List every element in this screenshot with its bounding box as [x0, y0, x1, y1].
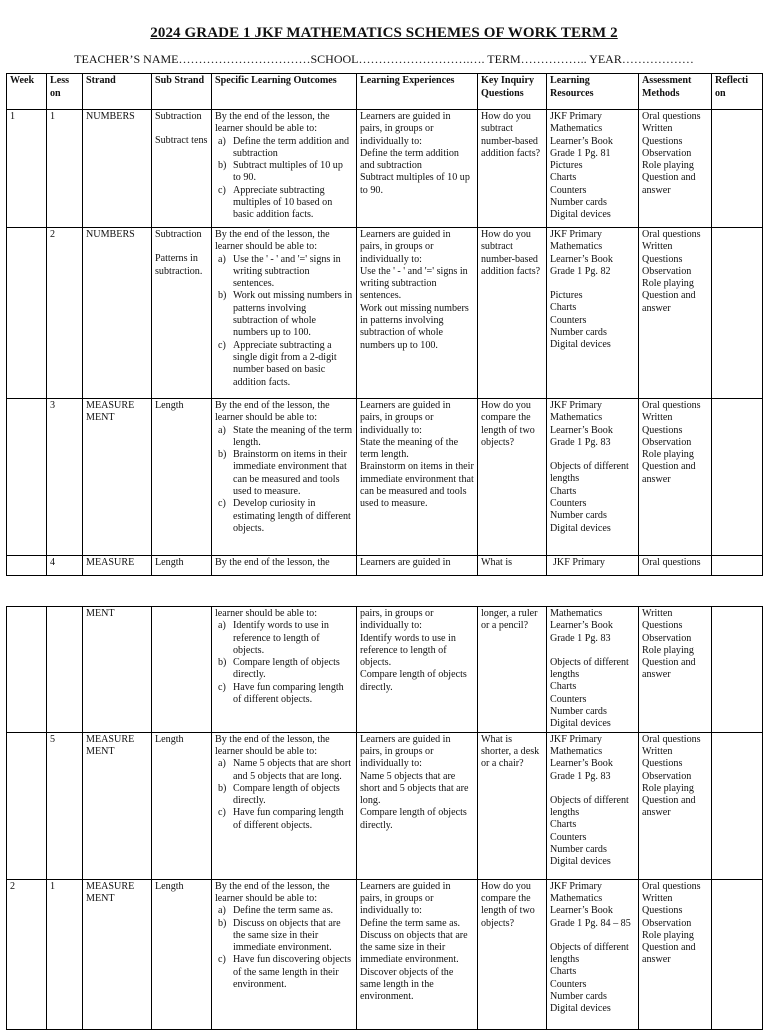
table-row: [7, 879, 763, 1029]
table-row: [7, 228, 763, 399]
experiences-cell: pairs, in groups or individually to: Identify words to use in reference to length of objects. Compare length of objects directly.: [357, 607, 478, 733]
outcome-text: State the meaning of the term length.: [233, 424, 353, 448]
header-learning-resources: Learning Resources: [547, 74, 639, 110]
outcomes-list: [215, 620, 353, 706]
strand-cell: NUMBERS: [83, 228, 152, 399]
outcome-marker: c): [218, 498, 226, 510]
outcomes-intro: By the end of the lesson, the learner should be able to:: [215, 111, 330, 135]
resources-cell: [547, 732, 639, 879]
outcome-item: [215, 758, 353, 783]
outcome-text: Compare length of objects directly.: [233, 782, 340, 807]
resources-materials: Objects of different lengths Charts Counters Number cards Digital devices: [550, 794, 629, 868]
outcome-item: [215, 905, 353, 917]
lesson-cell: 4: [47, 556, 83, 576]
outcomes-cell: [212, 732, 357, 879]
assessment-cell: Oral questions Written Questions Observation Role playing Question and answer: [639, 228, 712, 399]
header-learning-experiences: Learning Experiences: [357, 74, 478, 110]
table-row: [7, 732, 763, 879]
outcomes-list: [215, 136, 353, 222]
outcomes-intro: By the end of the lesson, the learner should be able to:: [215, 400, 330, 424]
resources-materials: Objects of different lengths Charts Counters Number cards Digital devices: [550, 656, 629, 730]
header-key-inquiry-questions: Key Inquiry Questions: [478, 74, 547, 110]
header-specific-learning-outcomes: Specific Learning Outcomes: [212, 74, 357, 110]
experiences-cell: Learners are guided in pairs, in groups or individually to: Define the term addition and subtraction Subtract multiples of 10 up to 90.: [357, 110, 478, 228]
outcome-item: [215, 807, 353, 832]
week-cell: [7, 732, 47, 879]
scheme-table-page1: [6, 73, 763, 576]
outcome-item: [215, 425, 353, 450]
resources-cell: [547, 399, 639, 556]
outcomes-list: [215, 425, 353, 536]
outcome-text: Identify words to use in reference to length of objects.: [233, 620, 329, 656]
assessment-cell: Oral questions Written Questions Observation Role playing Question and answer: [639, 732, 712, 879]
outcome-text: Appreciate subtracting multiples of 10 based on basic addition facts.: [233, 184, 333, 221]
header-row: [7, 74, 763, 110]
sub-strand-cell: [152, 228, 212, 399]
header-assessment-methods: Assessment Methods: [639, 74, 712, 110]
outcome-item: [215, 449, 353, 498]
inquiry-question-cell: longer, a ruler or a pencil?: [478, 607, 547, 733]
outcomes-intro: By the end of the lesson, the learner should be able to:: [215, 880, 330, 904]
resources-materials: Pictures Charts Counters Number cards Digital devices: [550, 290, 611, 351]
scheme-table-page2: [6, 606, 763, 1030]
outcome-text: Subtract multiples of 10 up to 90.: [233, 160, 343, 184]
week-cell: [7, 556, 47, 576]
sub-strand-cell: Length: [152, 732, 212, 879]
document-title: 2024 GRADE 1 JKF MATHEMATICS SCHEMES OF WORK TERM 2: [150, 25, 618, 41]
lesson-cell: 1: [47, 879, 83, 1029]
inquiry-question-cell: How do you subtract number-based addition facts?: [478, 110, 547, 228]
strand-cell: MEASURE MENT: [83, 879, 152, 1029]
outcome-text: Develop curiosity in estimating length of different objects.: [233, 498, 351, 534]
week-cell: [7, 607, 47, 733]
outcome-item: [215, 783, 353, 808]
assessment-cell: Oral questions: [639, 556, 712, 576]
resources-materials: Objects of different lengths Charts Counters Number cards Digital devices: [550, 461, 629, 534]
reflection-cell: [712, 879, 763, 1029]
experiences-cell: Learners are guided in pairs, in groups or individually to: Define the term same as. Discuss on objects that are the same size in their immediate environment. Discover objects of the same length in the environment.: [357, 879, 478, 1029]
reflection-cell: [712, 399, 763, 556]
outcome-item: [215, 160, 353, 185]
outcome-marker: a): [218, 620, 226, 632]
resources-cell: [547, 607, 639, 733]
outcome-marker: b): [218, 917, 227, 929]
inquiry-question-cell: What is: [478, 556, 547, 576]
reflection-cell: [712, 110, 763, 228]
outcome-item: [215, 185, 353, 222]
sub-strand-topic: Subtract tens: [155, 135, 208, 147]
sub-strand-cell: Length: [152, 556, 212, 576]
resources-book: Mathematics Learner’s Book Grade 1 Pg. 83: [550, 608, 613, 644]
outcome-item: [215, 340, 353, 389]
strand-cell: MEASURE MENT: [83, 732, 152, 879]
sub-strand-title: Subtraction: [155, 111, 202, 122]
outcome-marker: b): [218, 657, 227, 669]
table-row: [7, 399, 763, 556]
outcome-text: Name 5 objects that are short and 5 objects that are long.: [233, 758, 352, 782]
outcome-marker: b): [218, 449, 227, 461]
header-week: Week: [7, 74, 47, 110]
outcome-marker: c): [218, 954, 226, 966]
outcomes-list: [215, 905, 353, 991]
resources-book: JKF Primary Mathematics Learner’s Book Grade 1 Pg. 83: [550, 400, 613, 448]
outcomes-intro: By the end of the lesson, the learner should be able to:: [215, 229, 330, 253]
outcome-text: Have fun discovering objects of the same length in their environment.: [233, 954, 352, 991]
strand-cell: MEASURE MENT: [83, 399, 152, 556]
outcome-item: [215, 682, 353, 707]
resources-materials: Objects of different lengths Charts Counters Number cards Digital devices: [550, 941, 629, 1015]
lesson-cell: 3: [47, 399, 83, 556]
outcome-text: Discuss on objects that are the same size in their immediate environment.: [233, 917, 341, 954]
outcomes-cell: [212, 607, 357, 733]
sub-strand-cell: [152, 607, 212, 733]
inquiry-question-cell: What is shorter, a desk or a chair?: [478, 732, 547, 879]
strand-cell: NUMBERS: [83, 110, 152, 228]
assessment-cell: Written Questions Observation Role playing Question and answer: [639, 607, 712, 733]
reflection-cell: [712, 228, 763, 399]
outcome-marker: a): [218, 135, 226, 147]
outcome-item: [215, 290, 353, 339]
teacher-details-line: TEACHER’S NAME……………………………SCHOOL……………………….…. TERM…………….. YEAR………………: [74, 52, 694, 66]
outcomes-list: [215, 758, 353, 832]
sub-strand-cell: Length: [152, 879, 212, 1029]
outcome-marker: b): [218, 160, 227, 172]
outcomes-intro: By the end of the lesson, the learner should be able to:: [215, 733, 330, 757]
sub-strand-cell: Length: [152, 399, 212, 556]
experiences-cell: Learners are guided in pairs, in groups or individually to: Name 5 objects that are short and 5 objects that are long. Compare length of objects directly.: [357, 732, 478, 879]
reflection-cell: [712, 732, 763, 879]
outcomes-intro: learner should be able to:: [215, 608, 318, 619]
outcome-text: Appreciate subtracting a single digit from a 2-digit number based on basic addition facts.: [233, 339, 337, 388]
outcome-marker: a): [218, 905, 226, 917]
outcome-marker: b): [218, 290, 227, 302]
outcomes-cell: [212, 879, 357, 1029]
lesson-cell: 1: [47, 110, 83, 228]
outcome-item: [215, 498, 353, 535]
table-row: [7, 110, 763, 228]
week-cell: 1: [7, 110, 47, 228]
outcome-text: Define the term same as.: [233, 905, 334, 917]
header-reflection: Reflecti on: [712, 74, 763, 110]
lesson-cell: [47, 607, 83, 733]
outcome-text: Use the ' - ' and '=' signs in writing subtraction sentences.: [233, 253, 341, 290]
week-cell: 2: [7, 879, 47, 1029]
week-cell: [7, 399, 47, 556]
inquiry-question-cell: How do you subtract number-based addition facts?: [478, 228, 547, 399]
resources-book: JKF Primary Mathematics Learner’s Book Grade 1 Pg. 82: [550, 229, 613, 277]
outcome-marker: c): [218, 807, 226, 819]
assessment-cell: Oral questions Written Questions Observation Role playing Question and answer: [639, 110, 712, 228]
reflection-cell: [712, 607, 763, 733]
outcome-text: Work out missing numbers in patterns involving subtraction of whole numbers up to 100.: [233, 290, 353, 339]
resources-book: JKF Primary Mathematics Learner’s Book Grade 1 Pg. 84 – 85: [550, 880, 631, 929]
lesson-cell: 2: [47, 228, 83, 399]
outcomes-cell: [212, 228, 357, 399]
sub-strand-cell: [152, 110, 212, 228]
inquiry-question-cell: How do you compare the length of two objects?: [478, 399, 547, 556]
outcome-text: Compare length of objects directly.: [233, 657, 340, 681]
outcome-item: [215, 657, 353, 682]
sub-strand-topic: Patterns in subtraction.: [155, 253, 203, 277]
outcome-text: Define the term addition and subtraction: [233, 135, 350, 159]
outcome-marker: a): [218, 424, 226, 436]
sub-strand-title: Subtraction: [155, 229, 202, 240]
outcome-text: Have fun comparing length of different objects.: [233, 807, 344, 831]
header-sub-strand: Sub Strand: [152, 74, 212, 110]
table-row: [7, 607, 763, 733]
outcome-marker: a): [218, 758, 226, 770]
outcome-item: [215, 620, 353, 657]
outcomes-cell: [212, 110, 357, 228]
resources-cell: [547, 228, 639, 399]
outcome-item: [215, 136, 353, 161]
resources-book: JKF Primary Mathematics Learner’s Book Grade 1 Pg. 83: [550, 733, 613, 782]
experiences-cell: Learners are guided in pairs, in groups or individually to: Use the ' - ' and '=' signs in writing subtraction sentences. Work out missing numbers in patterns involving subtraction of whole numbers up to 100.: [357, 228, 478, 399]
header-strand: Strand: [83, 74, 152, 110]
resources-cell: JKF Primary Mathematics Learner’s Book Grade 1 Pg. 81 Pictures Charts Counters Number cards Digital devices: [547, 110, 639, 228]
outcome-item: [215, 954, 353, 991]
reflection-cell: [712, 556, 763, 576]
resources-cell: JKF Primary: [547, 556, 639, 576]
outcome-item: [215, 918, 353, 955]
resources-cell: [547, 879, 639, 1029]
outcomes-list: [215, 254, 353, 389]
assessment-cell: Oral questions Written Questions Observation Role playing Question and answer: [639, 399, 712, 556]
inquiry-question-cell: How do you compare the length of two objects?: [478, 879, 547, 1029]
outcomes-cell: By the end of the lesson, the: [212, 556, 357, 576]
outcome-item: [215, 254, 353, 291]
outcomes-cell: [212, 399, 357, 556]
assessment-cell: Oral questions Written Questions Observation Role playing Question and answer: [639, 879, 712, 1029]
strand-cell: MENT: [83, 607, 152, 733]
outcome-marker: b): [218, 782, 227, 794]
outcome-text: Brainstorm on items in their immediate environment that can be measured and tools used to measure.: [233, 449, 347, 498]
outcome-marker: c): [218, 681, 226, 693]
header-lesson: Less on: [47, 74, 83, 110]
outcome-marker: c): [218, 339, 226, 351]
strand-cell: MEASURE: [83, 556, 152, 576]
outcome-text: Have fun comparing length of different objects.: [233, 681, 344, 706]
table-row: [7, 556, 763, 576]
outcome-marker: a): [218, 253, 226, 265]
outcome-marker: c): [218, 184, 226, 196]
lesson-cell: 5: [47, 732, 83, 879]
experiences-cell: Learners are guided in: [357, 556, 478, 576]
experiences-cell: Learners are guided in pairs, in groups or individually to: State the meaning of the term length. Brainstorm on items in their immediate environment that can be measured and tools used to measure.: [357, 399, 478, 556]
week-cell: [7, 228, 47, 399]
